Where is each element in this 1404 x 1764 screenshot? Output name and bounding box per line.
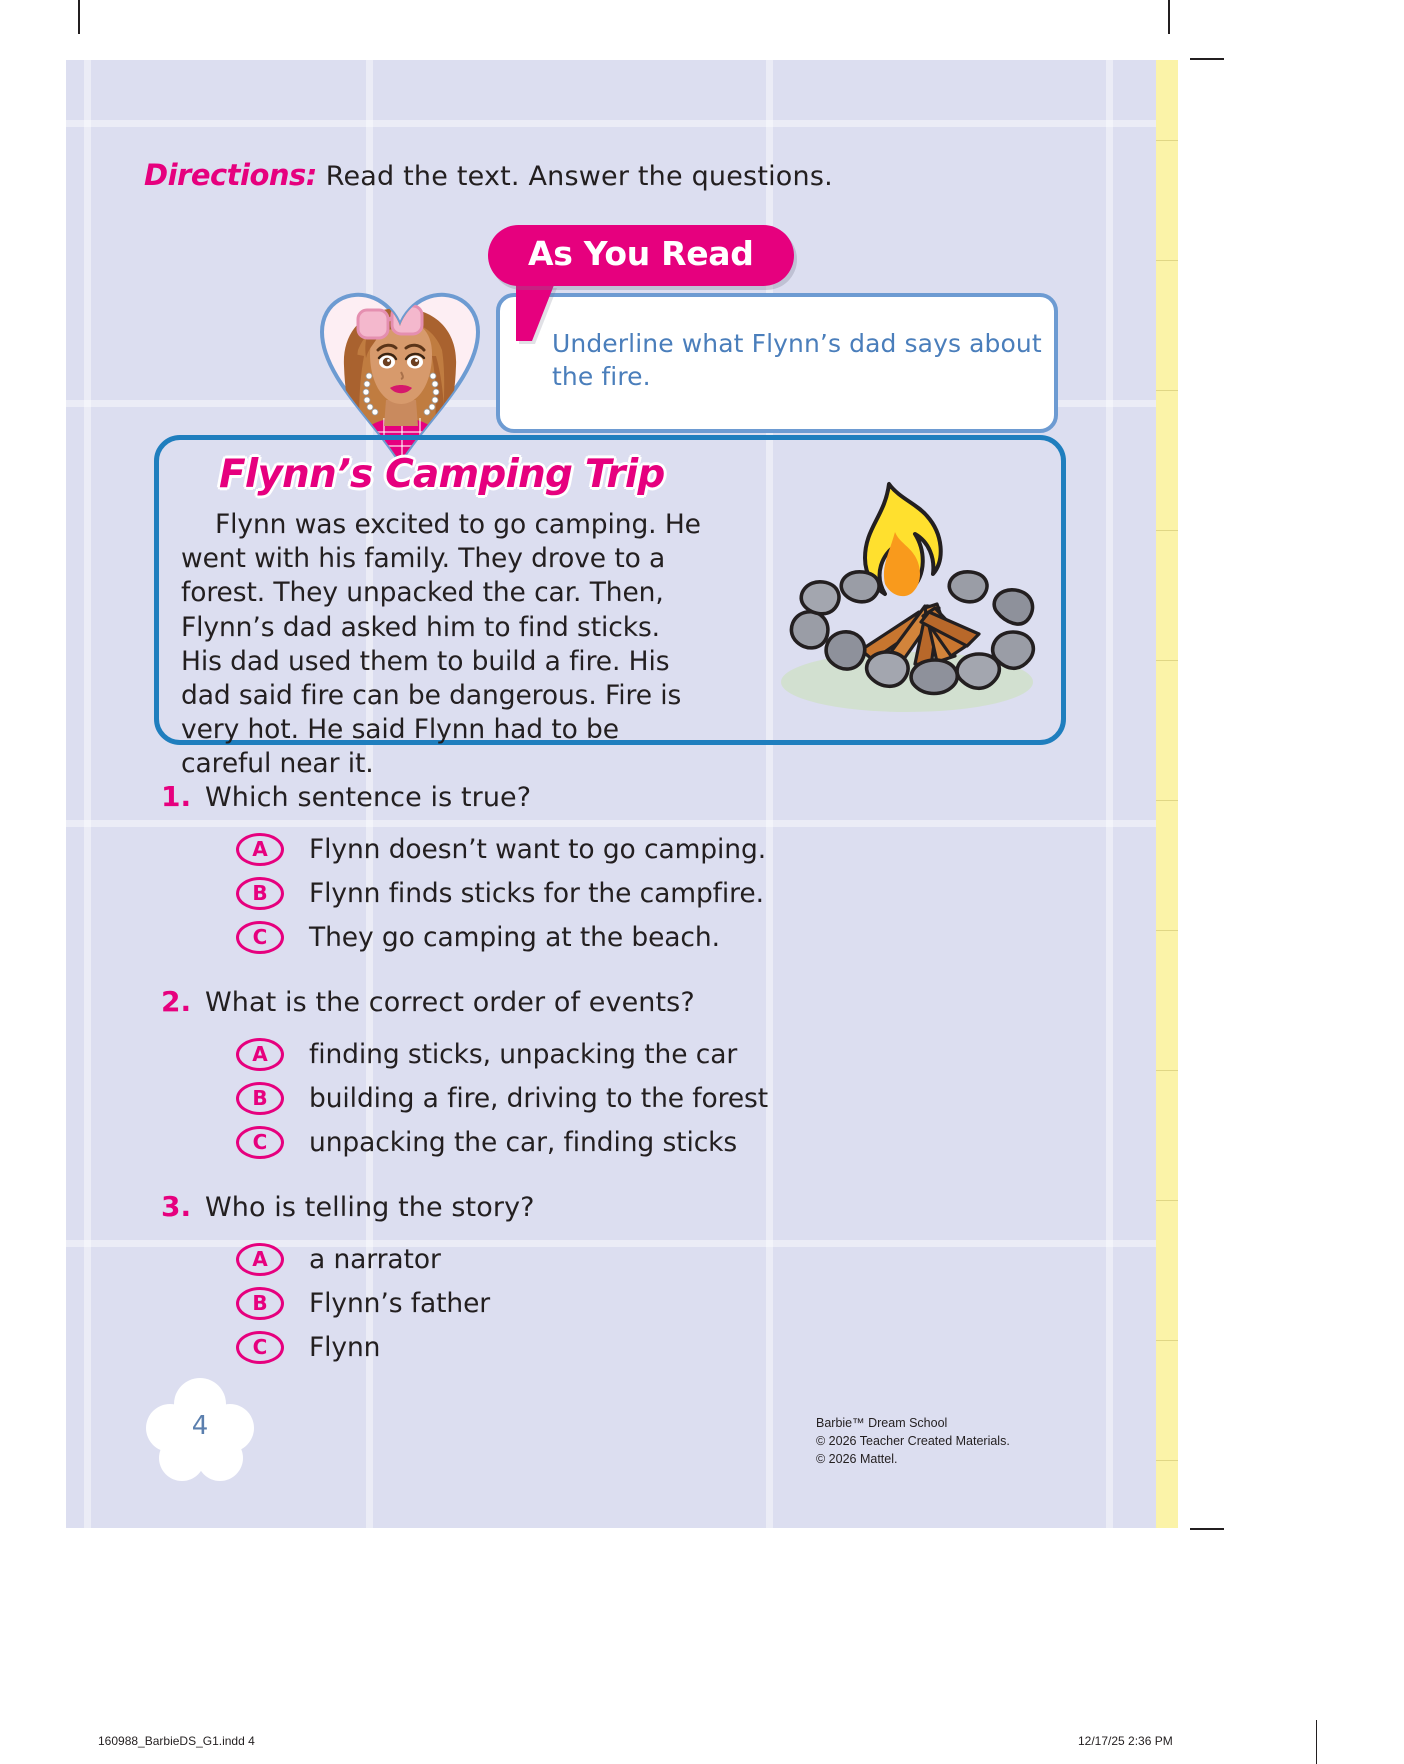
footer-rule (1316, 1720, 1317, 1764)
questions-list (161, 780, 1111, 1395)
directions-text: Read the text. Answer the questions. (325, 161, 833, 192)
question-2-choices (236, 1032, 1111, 1164)
question-3 (161, 1190, 1111, 1369)
choice-text-2b: building a fire, driving to the forest (309, 1082, 769, 1114)
choice-bubble-2a[interactable]: A (236, 1038, 284, 1071)
question-2-prompt: What is the correct order of events? (205, 987, 695, 1018)
page-number: 4 (191, 1411, 209, 1441)
credits-line-2: © 2026 Teacher Created Materials. (816, 1433, 1010, 1448)
choice-1a[interactable] (236, 827, 1111, 871)
question-2-number: 2. (161, 985, 192, 1018)
credits-line-3: © 2026 Mattel. (816, 1451, 898, 1466)
directions-label: Directions: (144, 158, 317, 192)
question-1-prompt: Which sentence is true? (205, 782, 532, 813)
reading-passage-box (154, 435, 1066, 780)
choice-bubble-3a[interactable]: A (236, 1243, 284, 1276)
question-3-prompt: Who is telling the story? (205, 1192, 535, 1223)
question-2 (161, 985, 1111, 1164)
choice-3a[interactable] (236, 1237, 1111, 1281)
bubble-tail (516, 285, 554, 341)
question-3-choices (236, 1237, 1111, 1369)
choice-text-1c: They go camping at the beach. (309, 921, 720, 953)
choice-text-3b: Flynn’s father (309, 1287, 491, 1319)
choice-text-3a: a narrator (309, 1243, 441, 1275)
print-footer-file: 160988_BarbieDS_G1.indd 4 (98, 1734, 255, 1748)
credits-line-1: Barbie™ Dream School (816, 1416, 948, 1430)
choice-3c[interactable] (236, 1325, 1111, 1369)
choice-bubble-3c[interactable]: C (236, 1331, 284, 1364)
choice-2b[interactable] (236, 1076, 1111, 1120)
crop-mark-top-left (78, 0, 80, 34)
choice-2c[interactable] (236, 1120, 1111, 1164)
choice-bubble-1a[interactable]: A (236, 833, 284, 866)
directions-line (144, 158, 1104, 192)
choice-3b[interactable] (236, 1281, 1111, 1325)
choice-text-2c: unpacking the car, finding sticks (309, 1126, 738, 1158)
question-1-choices (236, 827, 1111, 959)
passage-title: Flynn’s Camping Trip (219, 452, 665, 497)
as-you-read-badge: As You Read (488, 225, 794, 286)
choice-bubble-3b[interactable]: B (236, 1287, 284, 1320)
instruction-bubble (496, 293, 1058, 433)
choice-text-1b: Flynn finds sticks for the campfire. (309, 877, 764, 909)
question-1 (161, 780, 1111, 959)
page-number-flower (144, 1378, 256, 1490)
choice-1c[interactable] (236, 915, 1111, 959)
choice-bubble-2b[interactable]: B (236, 1082, 284, 1115)
question-1-number: 1. (161, 780, 192, 813)
crop-mark-right-lower (1190, 1528, 1224, 1530)
page-canvas (66, 60, 1156, 1528)
choice-text-3c: Flynn (309, 1331, 381, 1363)
question-3-number: 3. (161, 1190, 192, 1223)
campfire-icon (739, 454, 1069, 724)
crop-mark-top-right (1168, 0, 1170, 34)
page-edge-strip (1156, 60, 1178, 1528)
passage-body: Flynn was excited to go camping. He went with his family. They drove to a forest. They unpacked the car. Then, Flynn’s dad asked him to find sticks. His dad used them to build a fire. His dad said fire can be dangerous. Fire is very hot. He said Flynn had to be careful near it. (181, 509, 701, 780)
choice-bubble-2c[interactable]: C (236, 1126, 284, 1159)
choice-bubble-1c[interactable]: C (236, 921, 284, 954)
crop-mark-right-upper (1190, 58, 1224, 60)
credits-block (816, 1415, 1010, 1468)
choice-2a[interactable] (236, 1032, 1111, 1076)
choice-1b[interactable] (236, 871, 1111, 915)
print-footer-timestamp: 12/17/25 2:36 PM (1078, 1734, 1173, 1748)
instruction-text: Underline what Flynn’s dad says about the fire. (552, 329, 1042, 392)
choice-bubble-1b[interactable]: B (236, 877, 284, 910)
choice-text-1a: Flynn doesn’t want to go camping. (309, 833, 767, 865)
choice-text-2a: finding sticks, unpacking the car (309, 1038, 738, 1070)
